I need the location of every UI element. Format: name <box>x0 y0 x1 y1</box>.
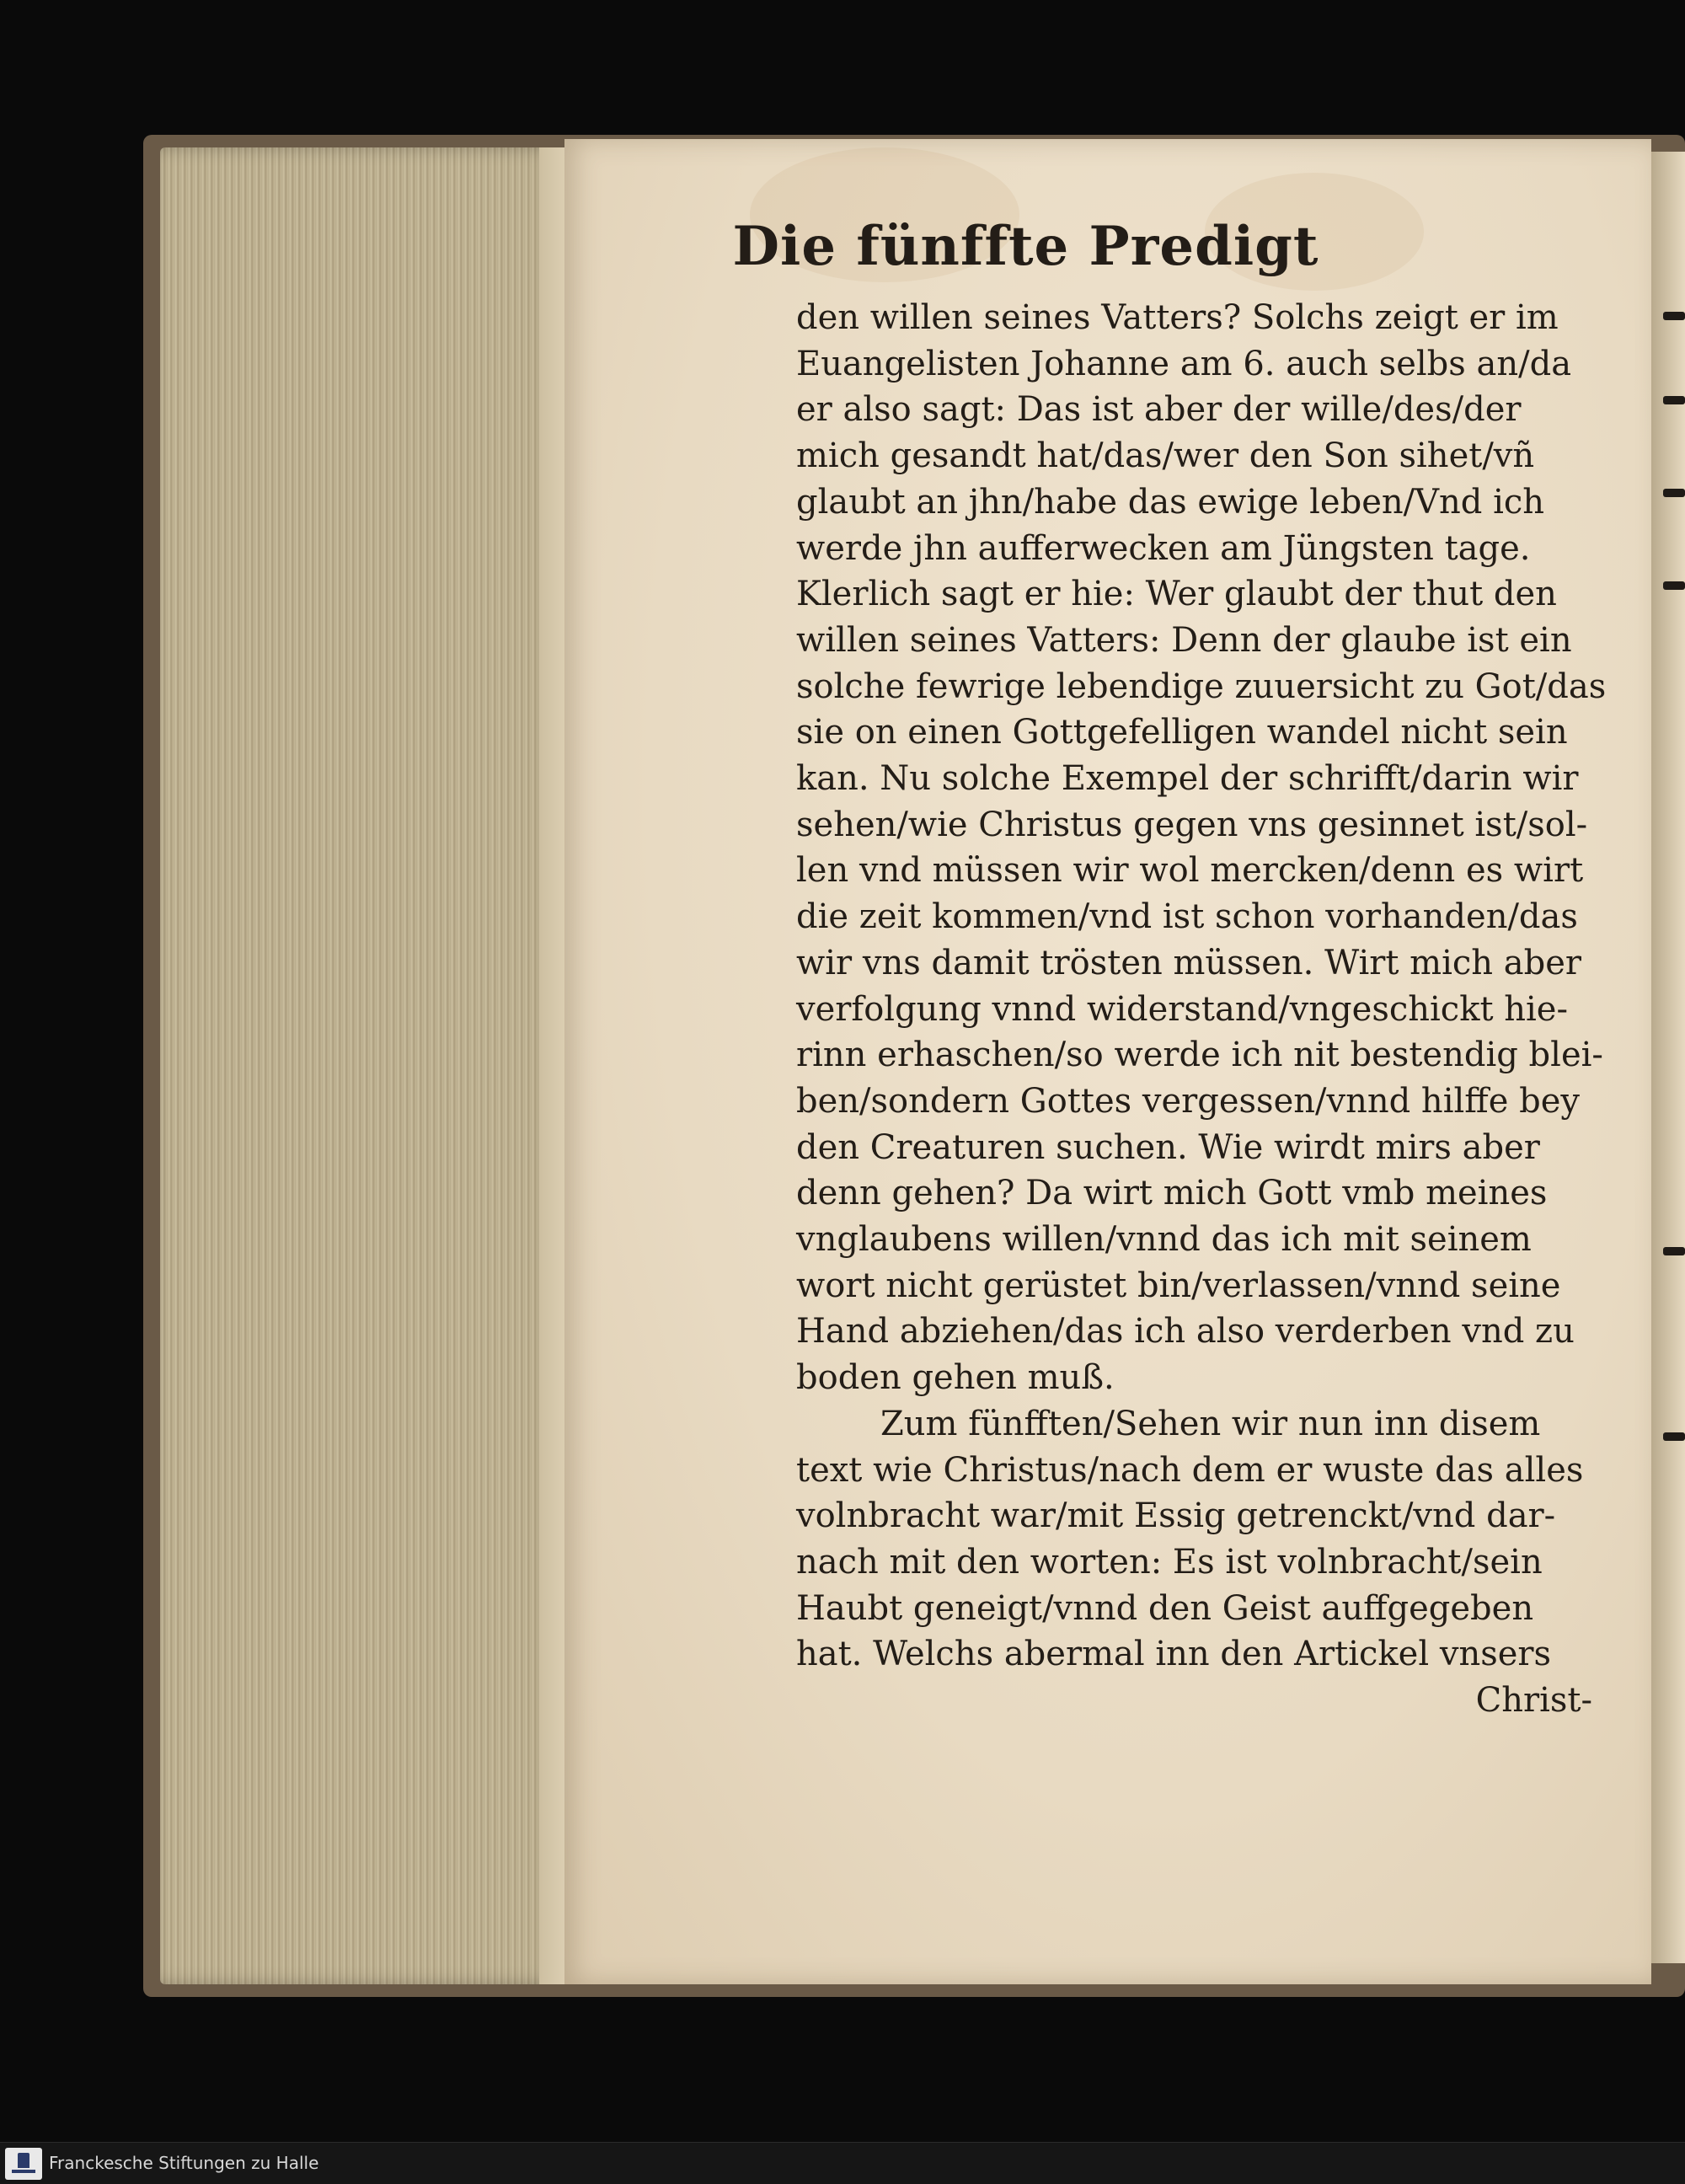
text-line: Klerlich sagt er hie: Wer glaubt der thut den <box>796 575 1557 614</box>
next-page-text-fragment <box>1663 1432 1685 1441</box>
text-line: kan. Nu solche Exempel der schrifft/darin wir <box>796 759 1579 799</box>
text-line: hat. Welchs abermal inn den Artickel vnsers <box>796 1635 1552 1674</box>
text-line: den Creaturen suchen. Wie wirdt mirs aber <box>796 1127 1540 1167</box>
text-line: Haubt geneigt/vnnd den Geist auffgegeben <box>796 1588 1534 1628</box>
text-line: verfolgung vnnd widerstand/vngeschickt hie- <box>796 989 1568 1029</box>
text-line: die zeit kommen/vnd ist schon vorhanden/das <box>796 897 1578 937</box>
footer-bar <box>0 2142 1685 2184</box>
text-line: glaubt an jhn/habe das ewige leben/Vnd ich <box>796 482 1545 522</box>
text-line: denn gehen? Da wirt mich Gott vmb meines <box>796 1174 1548 1213</box>
text-line: ben/sondern Gottes vergessen/vnnd hilffe bey <box>796 1081 1580 1121</box>
next-page-text-fragment <box>1663 312 1685 320</box>
book-page-edges <box>160 147 556 1984</box>
text-line: Hand abziehen/das ich also verderben vnd zu <box>796 1312 1575 1352</box>
page-header: Die fünffte Predigt <box>732 215 1319 278</box>
text-line: er also sagt: Das ist aber der wille/des/der <box>796 390 1522 430</box>
text-line: sehen/wie Christus gegen vns gesinnet ist/sol- <box>796 805 1588 844</box>
text-line: mich gesandt hat/das/wer den Son sihet/vñ <box>796 436 1535 476</box>
next-page-text-fragment <box>1663 1247 1685 1255</box>
footer-institution-name: Franckesche Stiftungen zu Halle <box>49 2153 319 2173</box>
catchword: Christ- <box>1475 1681 1592 1721</box>
text-line: vnglaubens willen/vnnd das ich mit seinem <box>796 1220 1532 1260</box>
text-line: len vnd müssen wir wol mercken/denn es wirt <box>796 851 1584 891</box>
page-text-block <box>796 295 1609 1724</box>
next-page-text-fragment <box>1663 581 1685 590</box>
francke-foundations-logo-icon <box>5 2148 42 2180</box>
text-line: Zum fünfften/Sehen wir nun inn disem <box>880 1404 1541 1443</box>
text-line: solche fewrige lebendige zuuersicht zu Got/das <box>796 666 1607 706</box>
text-line: willen seines Vatters: Denn der glaube ist ein <box>796 620 1572 660</box>
text-line: Euangelisten Johanne am 6. auch selbs an/da <box>796 344 1572 383</box>
next-page-text-fragment <box>1663 396 1685 404</box>
next-page-text-fragment <box>1663 489 1685 497</box>
text-line: nach mit den worten: Es ist volnbracht/sein <box>796 1542 1543 1582</box>
text-line: text wie Christus/nach dem er wuste das alles <box>796 1450 1584 1490</box>
text-line: sie on einen Gottgefelligen wandel nicht sein <box>796 713 1568 752</box>
text-line: wir vns damit trösten müssen. Wirt mich aber <box>796 943 1582 982</box>
next-page-edge <box>1651 152 1685 1963</box>
text-line: werde jhn aufferwecken am Jüngsten tage. <box>796 528 1531 568</box>
text-line: rinn erhaschen/so werde ich nit bestendig blei- <box>796 1036 1603 1075</box>
text-line: boden gehen muß. <box>796 1358 1115 1398</box>
text-line: den willen seines Vatters? Solchs zeigt er im <box>796 298 1559 337</box>
text-line: volnbracht war/mit Essig getrenckt/vnd dar- <box>796 1496 1556 1536</box>
text-line: wort nicht gerüstet bin/verlassen/vnnd seine <box>796 1266 1561 1305</box>
